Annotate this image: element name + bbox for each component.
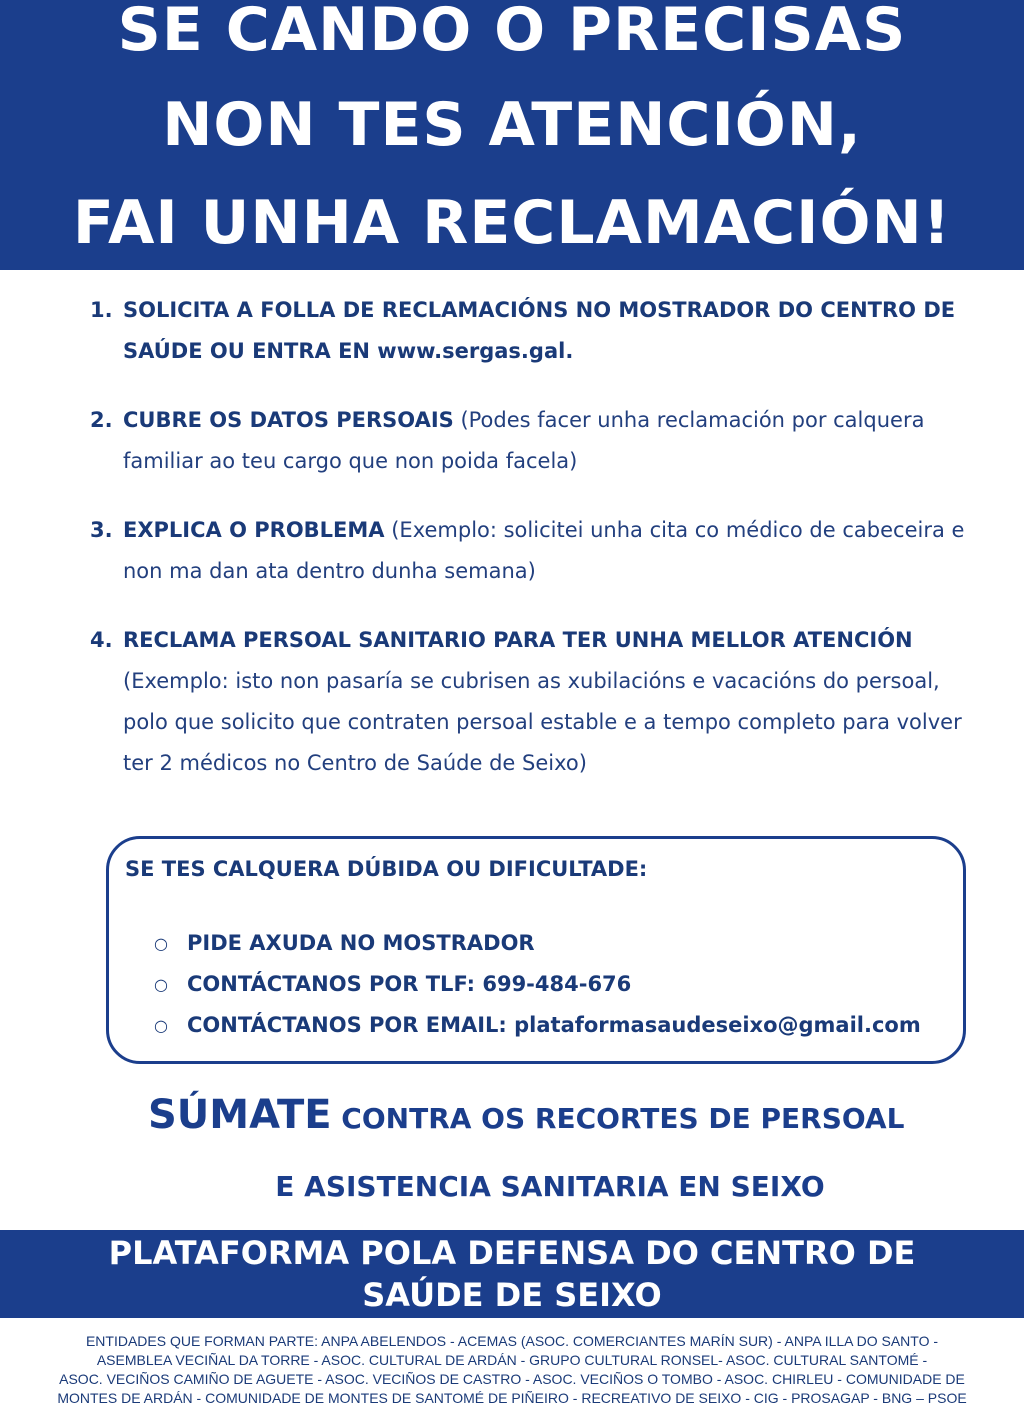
circle-bullet-icon: ○ — [154, 1016, 168, 1035]
sumate-line-2: E ASISTENCIA SANITARIA EN SEIXO — [275, 1170, 825, 1203]
headline-line-3: FAI UNHA RECLAMACIÓN! — [72, 188, 952, 258]
instruction-steps — [90, 290, 990, 812]
step-normal-text: (Exemplo: solicitei unha cita co médico de cabeceira e non ma dan ata dentro dunha semana) — [123, 518, 965, 583]
entities-list — [0, 1332, 1024, 1408]
step-number: 3. — [90, 518, 113, 542]
circle-bullet-icon: ○ — [154, 934, 168, 953]
step-bold-text: SOLICITA A FOLLA DE RECLAMACIÓNS NO MOSTRADOR DO CENTRO DE SAÚDE OU ENTRA EN www.sergas.gal. — [123, 298, 956, 363]
entities-line-4: MONTES DE ARDÁN - COMUNIDADE DE MONTES DE SANTOMÉ DE PIÑEIRO - RECREATIVO DE SEIXO - CIG - PROSAGAP - BNG – PSOE — [57, 1390, 967, 1406]
step-number: 2. — [90, 408, 113, 432]
platform-line-1: PLATAFORMA POLA DEFENSA DO CENTRO DE — [108, 1234, 916, 1272]
help-item-text: CONTÁCTANOS POR TLF: 699-484-676 — [187, 972, 632, 996]
step-normal-text: (Podes facer unha reclamación por calquera familiar ao teu cargo que non poida facela) — [123, 408, 925, 473]
help-item-counter — [154, 923, 921, 964]
sumate-line-1 — [148, 1092, 1008, 1138]
step-4 — [90, 620, 990, 784]
help-item-text: PIDE AXUDA NO MOSTRADOR — [187, 931, 535, 955]
headline-line-2: NON TES ATENCIÓN, — [162, 90, 862, 160]
entities-line-3: ASOC. VECIÑOS CAMIÑO DE AGUETE - ASOC. VECIÑOS DE CASTRO - ASOC. VECIÑOS O TOMBO - ASOC. CHIRLEU - COMUNIDADE DE — [59, 1371, 965, 1387]
help-list — [154, 923, 921, 1046]
step-number: 1. — [90, 298, 113, 322]
step-bold-text: RECLAMA PERSOAL SANITARIO PARA TER UNHA MELLOR ATENCIÓN — [123, 628, 913, 652]
step-bold-text: CUBRE OS DATOS PERSOAIS — [123, 408, 454, 432]
circle-bullet-icon: ○ — [154, 975, 168, 994]
help-item-phone — [154, 964, 921, 1005]
platform-banner — [0, 1230, 1024, 1318]
step-2 — [90, 400, 990, 482]
step-number: 4. — [90, 628, 113, 652]
sumate-rest: CONTRA OS RECORTES DE PERSOAL — [331, 1102, 905, 1135]
step-normal-text: (Exemplo: isto non pasaría se cubrisen as xubilacións e vacacións do persoal, polo que solicito que contraten persoal estable e a tempo completo para volver ter 2 médicos no Centro de Saúde de Seixo) — [123, 669, 962, 775]
step-3 — [90, 510, 990, 592]
help-item-email — [154, 1005, 921, 1046]
step-bold-text: EXPLICA O PROBLEMA — [123, 518, 385, 542]
headline-line-1: SE CANDO O PRECISAS — [117, 0, 907, 65]
entities-line-1: ENTIDADES QUE FORMAN PARTE: ANPA ABELENDOS - ACEMAS (ASOC. COMERCIANTES MARÍN SUR) - ANPA ILLA DO SANTO - — [85, 1333, 939, 1349]
help-title: SE TES CALQUERA DÚBIDA OU DIFICULTADE: — [125, 857, 648, 881]
platform-line-2: SAÚDE DE SEIXO — [362, 1276, 662, 1314]
step-1 — [90, 290, 990, 372]
entities-line-2: ASEMBLEA VECIÑAL DA TORRE - ASOC. CULTURAL DE ARDÁN - GRUPO CULTURAL RONSEL- ASOC. CULTURAL SANTOMÉ - — [96, 1352, 928, 1368]
help-box — [106, 836, 966, 1064]
header-banner — [0, 0, 1024, 270]
sumate-big-word: SÚMATE — [148, 1092, 332, 1138]
help-item-text: CONTÁCTANOS POR EMAIL: plataformasaudeseixo@gmail.com — [187, 1013, 921, 1037]
